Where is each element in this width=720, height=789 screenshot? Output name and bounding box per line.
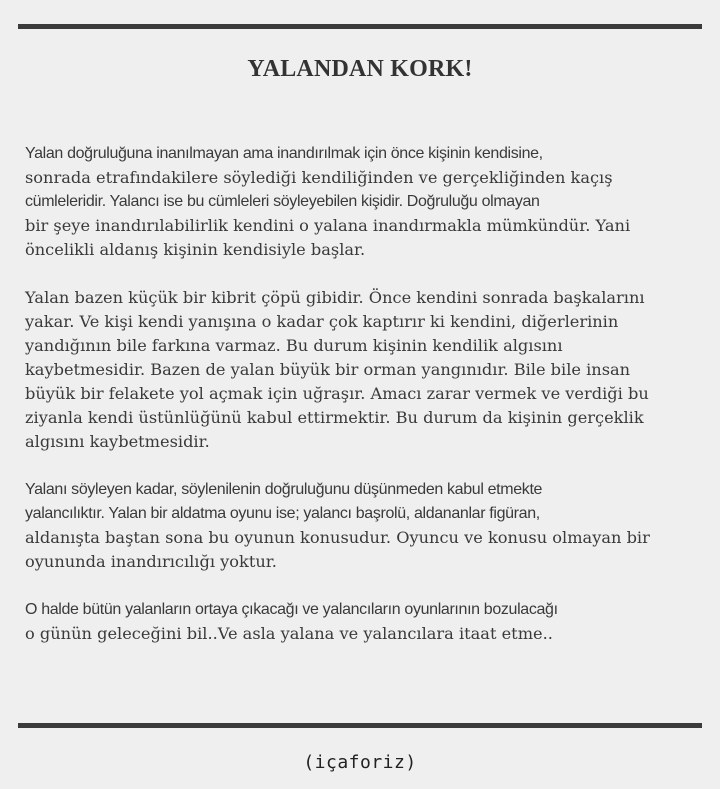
text-line: aldanışta baştan sona bu oyunun konusudur. Oyuncu ve konusu olmayan bir bbox=[25, 528, 650, 547]
article-body bbox=[25, 142, 705, 670]
text-line: Yalanı söyleyen kadar, söylenilenin doğruluğunu düşünmeden kabul etmekte bbox=[25, 481, 543, 498]
bottom-divider bbox=[18, 723, 702, 728]
text-line: ziyanla kendi üstünlüğünü kabul ettirmektir. Bu durum da kişinin gerçeklik bbox=[25, 408, 644, 427]
paragraph-2 bbox=[25, 286, 705, 454]
text-line: algısını kaybetmesidir. bbox=[25, 432, 210, 451]
text-line: Yalan bazen küçük bir kibrit çöpü gibidir. Önce kendini sonrada başkalarını bbox=[25, 288, 645, 307]
text-line: kaybetmesidir. Bazen de yalan büyük bir orman yangınıdır. Bile bile insan bbox=[25, 360, 631, 379]
text-line: yandığının bile farkına varmaz. Bu durum kişinin kendilik algısını bbox=[25, 336, 563, 355]
text-line: o günün geleceğini bil..Ve asla yalana ve yalancılara itaat etme.. bbox=[25, 624, 553, 643]
text-line: sonrada etrafındakilere söylediği kendiliğinden ve gerçekliğinden kaçış bbox=[25, 168, 613, 187]
author-signature: (içaforiz) bbox=[303, 752, 417, 773]
text-line: öncelikli aldanış kişinin kendisiyle başlar. bbox=[25, 240, 366, 259]
paragraph-1 bbox=[25, 142, 705, 262]
text-line: oyununda inandırıcılığı yoktur. bbox=[25, 552, 277, 571]
text-line: büyük bir felakete yol açmak için uğraşır. Amacı zarar vermek ve verdiği bu bbox=[25, 384, 649, 403]
text-line: O halde bütün yalanların ortaya çıkacağı ve yalancıların oyunlarının bozulacağı bbox=[25, 601, 558, 618]
top-divider bbox=[18, 24, 702, 29]
text-line: cümleleridir. Yalancı ise bu cümleleri söyleyebilen kişidir. Doğruluğu olmayan bbox=[25, 193, 540, 210]
text-line: Yalan doğruluğuna inanılmayan ama inandırılmak için önce kişinin kendisine, bbox=[25, 145, 543, 162]
document-title: YALANDAN KORK! bbox=[247, 56, 473, 82]
text-line: yalancılıktır. Yalan bir aldatma oyunu ise; yalancı başrolü, aldananlar figüran, bbox=[25, 505, 540, 522]
text-line: bir şeye inandırılabilirlik kendini o yalana inandırmakla mümkündür. Yani bbox=[25, 216, 631, 235]
paragraph-4 bbox=[25, 598, 705, 646]
paragraph-3 bbox=[25, 478, 705, 574]
text-line: yakar. Ve kişi kendi yanışına o kadar çok kaptırır ki kendini, diğerlerinin bbox=[25, 312, 619, 331]
